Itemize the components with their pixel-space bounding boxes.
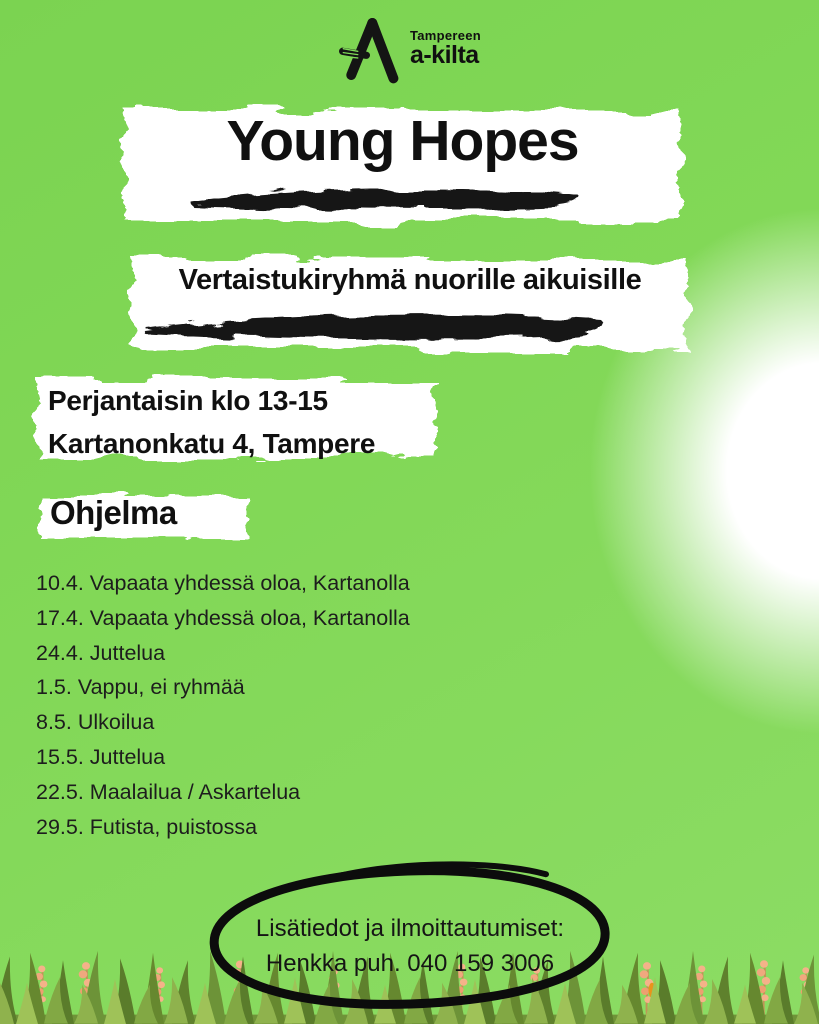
program-list (36, 566, 410, 844)
logo-org-region: Tampereen (409, 28, 482, 43)
subtitle: Vertaistukiryhmä nuorille aikuisille (178, 264, 642, 296)
program-list-item: 10.4. Vapaata yhdessä oloa, Kartanolla (36, 571, 410, 595)
program-heading-section (28, 486, 260, 546)
title-section (105, 92, 700, 238)
title-underline-stroke (187, 182, 591, 214)
program-heading: Ohjelma (50, 494, 177, 531)
schedule-address: Kartanonkatu 4, Tampere (48, 428, 376, 459)
program-list-item: 17.4. Vapaata yhdessä oloa, Kartanolla (36, 605, 410, 630)
program-list-item: 8.5. Ulkoilua (36, 710, 155, 735)
contact-section (200, 855, 620, 1013)
program-list-item: 1.5. Vappu, ei ryhmää (36, 675, 245, 700)
subtitle-underline-stroke (138, 305, 612, 345)
logo-group (0, 8, 819, 92)
logo-org-name: a-kilta (409, 41, 479, 69)
contact-info-label: Lisätiedot ja ilmoittautumiset: (255, 915, 565, 942)
schedule-day-time: Perjantaisin klo 13-15 (48, 385, 328, 416)
a-kilta-logo-icon (338, 8, 404, 92)
program-list-item: 29.5. Futista, puistossa (36, 814, 258, 839)
contact-phone: Henkka puh. 040 159 3006 (265, 950, 555, 977)
subtitle-section (115, 243, 705, 365)
program-list-item: 15.5. Juttelua (36, 744, 166, 769)
schedule-info-section (22, 366, 452, 470)
program-list-item: 24.4. Juttelua (36, 640, 166, 665)
page-title: Young Hopes (226, 109, 579, 173)
program-list-item: 22.5. Maalailua / Askartelua (36, 779, 301, 804)
